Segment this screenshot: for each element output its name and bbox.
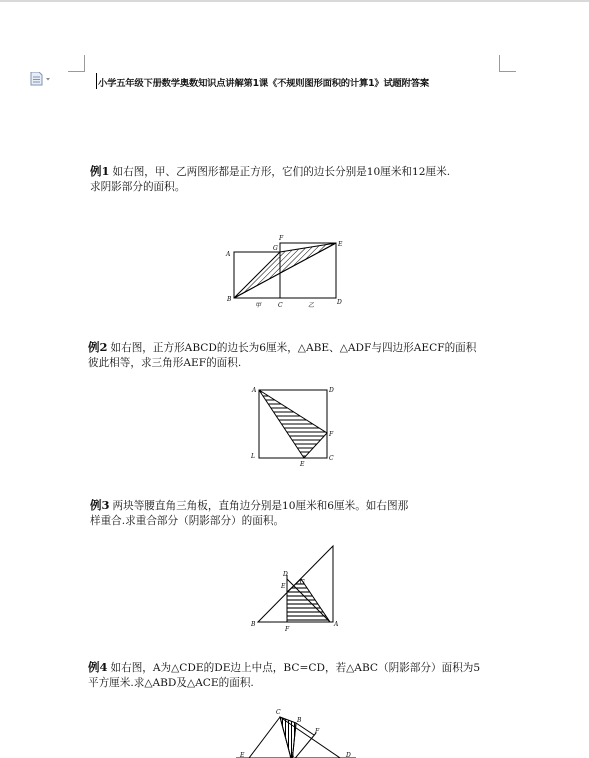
text-cursor [96, 73, 97, 89]
example-4-figure [236, 702, 356, 758]
page-margin-corner-left [68, 55, 85, 72]
document-title: 小学五年级下册数学奥数知识点讲解第1课《不规则图形面积的计算1》试题附答案 [98, 78, 429, 89]
ex2-label-c: C [329, 455, 334, 462]
example-2-figure [245, 382, 340, 468]
ex4-label-a: A [290, 752, 295, 758]
ex4-label-c: C [276, 709, 281, 716]
example-3-label: 例3 [90, 498, 110, 512]
ex3-label-b: B [251, 621, 256, 628]
example-2-text [88, 340, 498, 371]
example-1-label: 例1 [90, 164, 110, 178]
ex3-label-f: F [285, 626, 290, 633]
ex1-label-d: D [337, 299, 342, 306]
example-3-text [90, 498, 500, 529]
ex4-label-b: B [297, 717, 302, 724]
ex3-label-g: G [300, 579, 305, 586]
ex4-label-d: D [346, 752, 351, 758]
ex3-label-a: A [334, 621, 339, 628]
example-4-line1: 如右图，A为△CDE的DE边上中点，BC=CD，若△ABC（阴影部分）面积为5 [110, 662, 481, 674]
page-margin-corner-right [499, 55, 516, 72]
chevron-down-icon [46, 78, 50, 81]
ex1-label-e: E [338, 241, 343, 248]
example-3-figure [245, 542, 345, 634]
ex2-label-e: E [300, 461, 305, 468]
document-icon[interactable] [30, 71, 52, 85]
example-4-label: 例4 [88, 660, 108, 674]
ex1-label-f: F [279, 235, 284, 242]
example-3-line2: 样重合.求重合部分（阴影部分）的面积。 [90, 515, 285, 527]
ex1-label-g: G [273, 245, 278, 252]
example-4-text [88, 660, 498, 691]
example-1-line2: 求阴影部分的面积。 [90, 181, 186, 193]
ex2-label-d: D [329, 387, 334, 394]
ex4-label-e: E [240, 752, 245, 758]
ex3-label-d: D [283, 571, 288, 578]
ex2-label-l: L [251, 453, 255, 460]
ex1-label-yi: 乙 [308, 302, 315, 309]
example-1-line1: 如右图，甲、乙两图形都是正方形，它们的边长分别是10厘米和12厘米. [112, 166, 451, 178]
example-4-line2: 平方厘米.求△ABD及△ACE的面积. [88, 677, 254, 689]
ex1-label-a: A [226, 251, 231, 258]
ex1-label-b: B [227, 296, 232, 303]
example-3-line1: 两块等腰直角三角板，直角边分别是10厘米和6厘米。如右图那 [112, 500, 409, 512]
window-top-border [0, 0, 589, 2]
ex2-label-f: F [329, 431, 334, 438]
ex1-label-c: C [278, 302, 283, 309]
example-2-line1: 如右图，正方形ABCD的边长为6厘米，△ABE、△ADF与四边形AECF的面积 [110, 342, 477, 354]
ex2-label-a: A [252, 387, 257, 394]
example-2-label: 例2 [88, 340, 108, 354]
ex4-label-f: F [315, 728, 320, 735]
ex1-label-jia: 甲 [255, 302, 262, 309]
ex3-label-e: E [281, 583, 286, 590]
example-2-line2: 彼此相等，求三角形AEF的面积. [88, 357, 242, 369]
example-1-text [90, 164, 500, 195]
example-1-figure [225, 232, 350, 312]
